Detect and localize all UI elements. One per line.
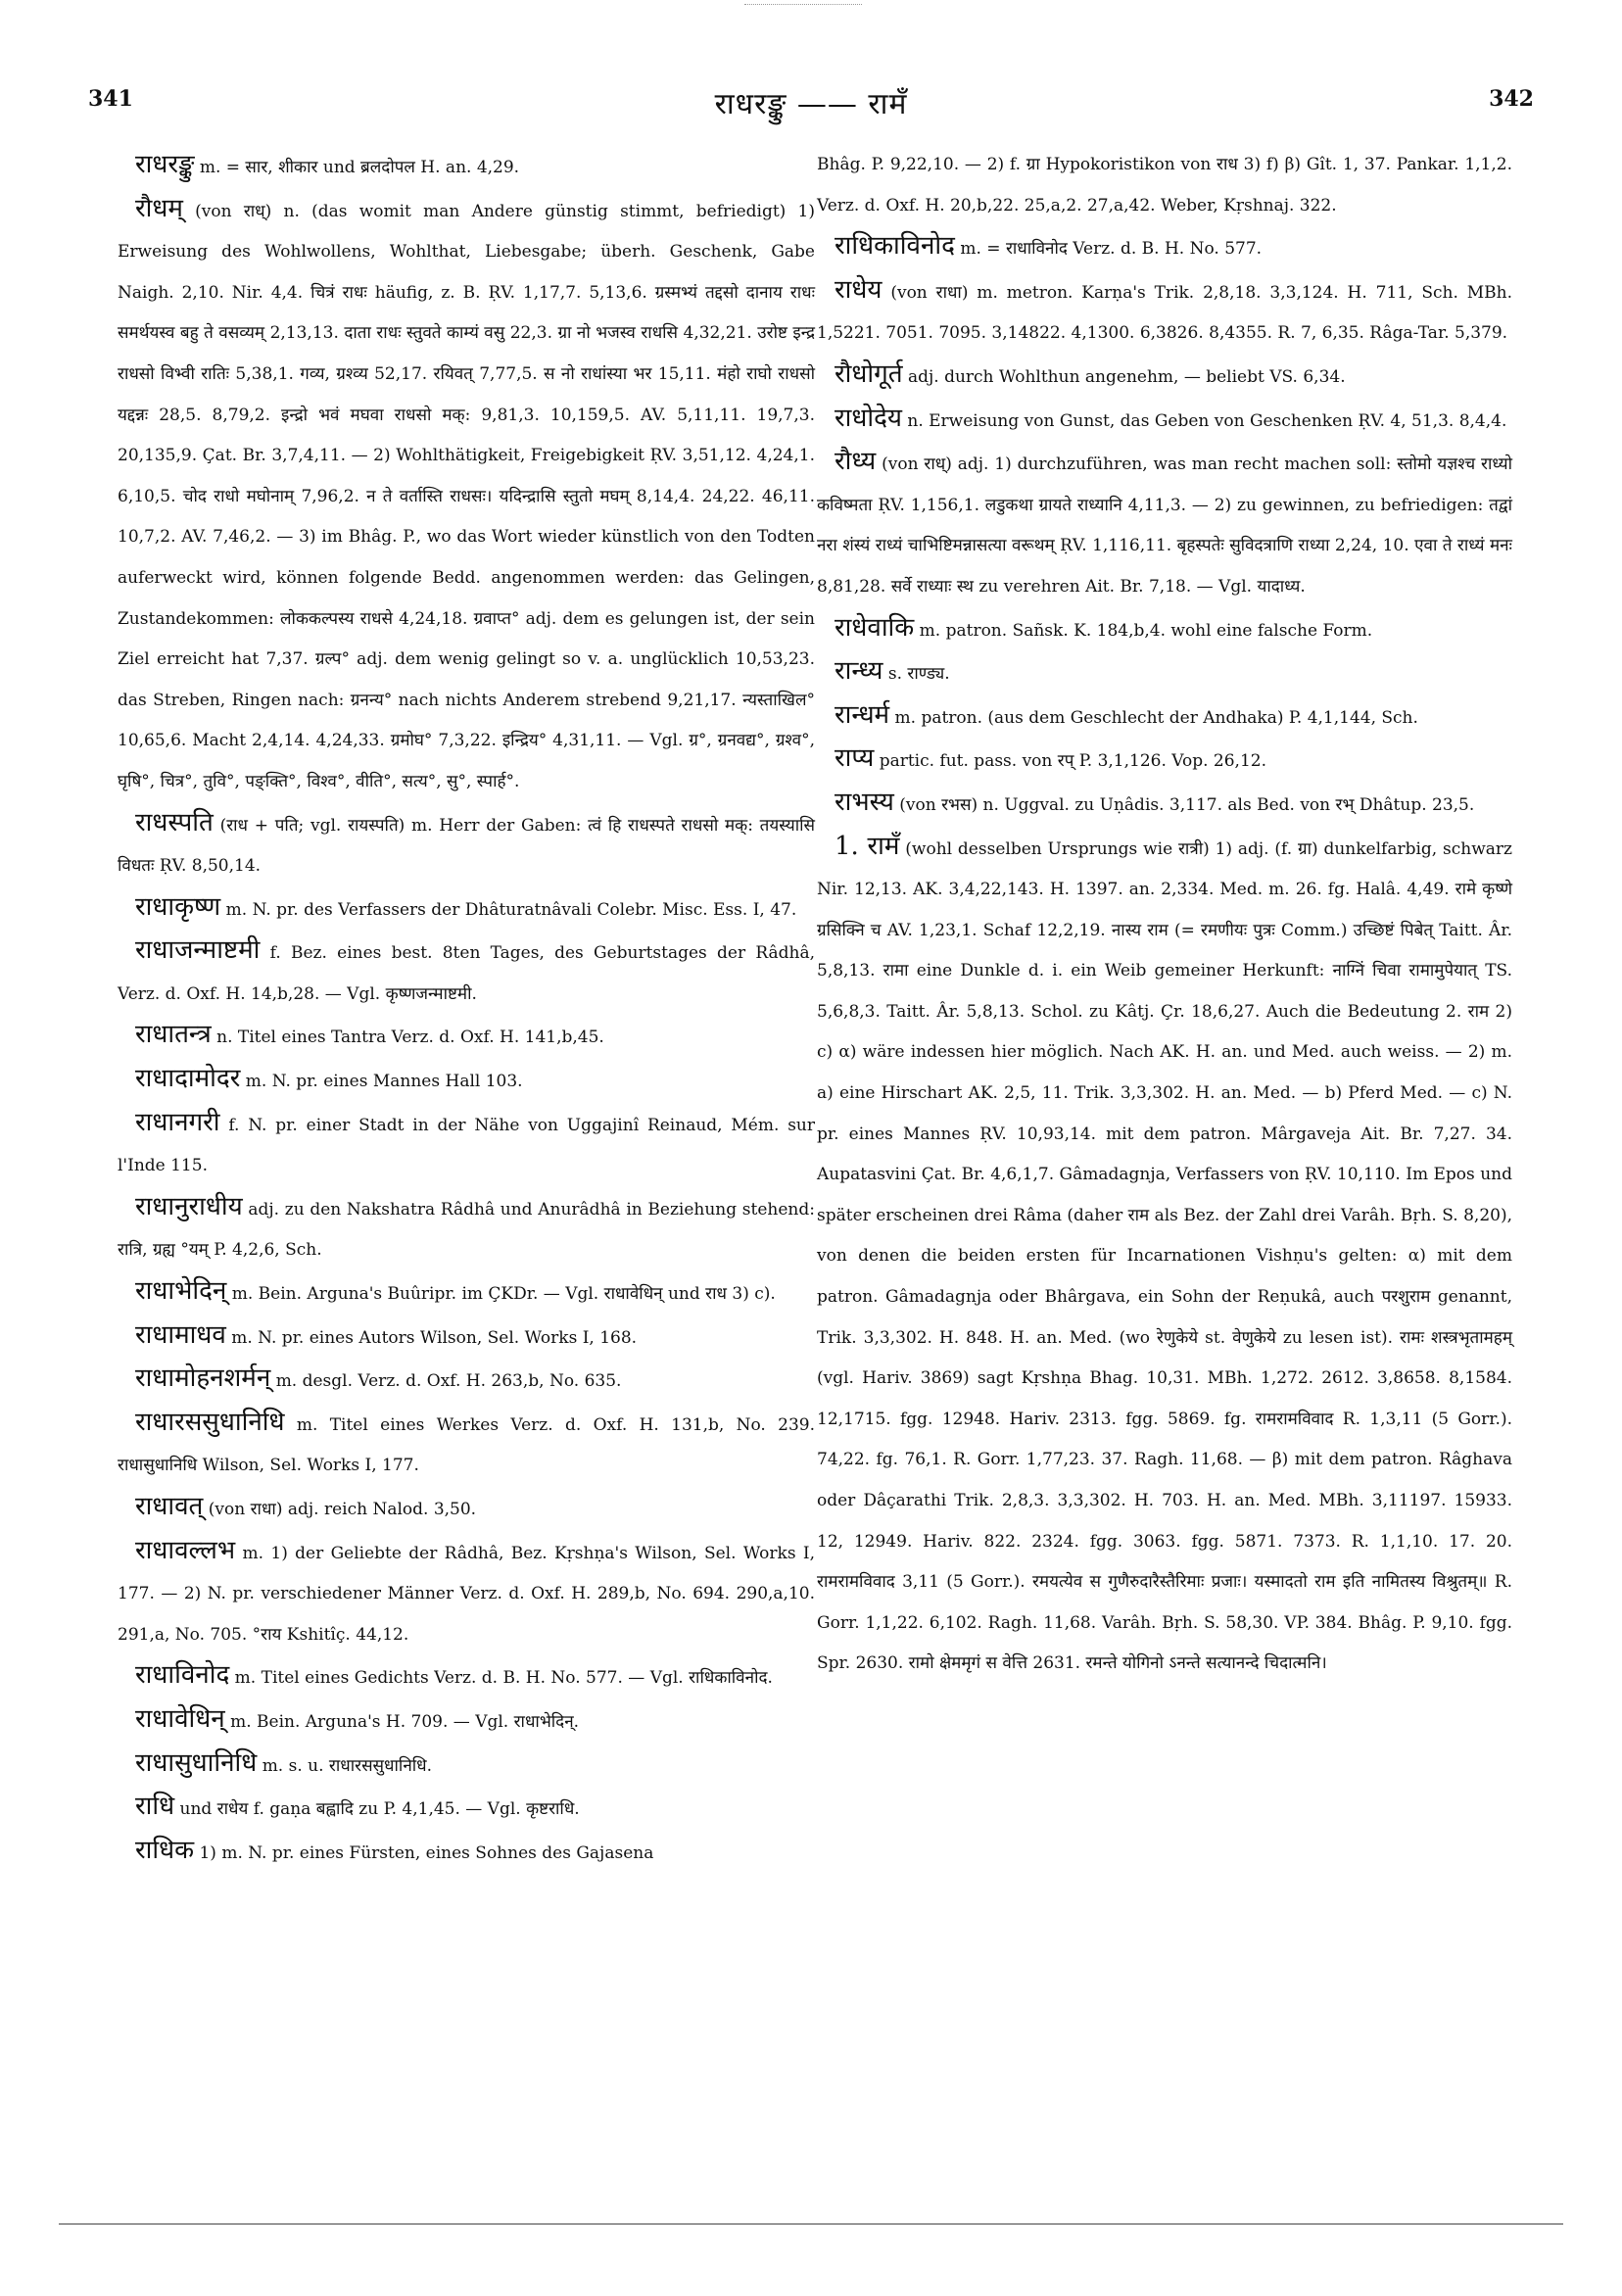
dictionary-entry	[118, 1015, 815, 1059]
dictionary-entry	[817, 783, 1512, 827]
page-header	[88, 86, 1534, 125]
scan-mark	[744, 4, 862, 11]
dictionary-entry	[118, 1487, 815, 1531]
entry-text: f. Bez. eines best. 8ten Tages, des Geburtstages der Râdhâ, Verz. d. Oxf. H. 14,b,28. — Vgl. कृष्णजन्माष्टमी.	[118, 943, 816, 1004]
dictionary-entry	[118, 887, 815, 932]
dictionary-entry	[118, 1187, 815, 1271]
entry-text: (von रभस) n. Uggval. zu Uṇâdis. 3,117. als Bed. von रभ् Dhâtup. 23,5.	[899, 794, 1475, 815]
dictionary-entry	[118, 1315, 815, 1360]
entry-text: m. Titel eines Werkes Verz. d. Oxf. H. 131,b, No. 239. राधासुधानिधि Wilson, Sel. Works I, 177.	[118, 1414, 816, 1476]
dictionary-entry	[118, 803, 815, 887]
entry-headword: राधारससुधानिधि	[135, 1407, 285, 1437]
entry-text: m. N. pr. des Verfassers der Dhâturatnâvali Colebr. Misc. Ess. I, 47.	[225, 899, 797, 920]
entry-headword: 1. रामँ	[835, 831, 900, 861]
left-column	[118, 145, 815, 1874]
dictionary-entry	[817, 651, 1512, 695]
entry-headword: राधरङ्कु	[135, 150, 195, 179]
entry-text: m. patron. (aus dem Geschlecht der Andhaka) P. 4,1,144, Sch.	[894, 707, 1418, 728]
dictionary-entry	[118, 1744, 815, 1788]
entry-text: (von राधा) m. metron. Karṇa's Trik. 2,8,18. 3,3,124. H. 711, Sch. MBh. 1,5221. 7051. 7095. 3,14822. 4,1300. 6,3826. 8,4355. R. 7, 6,35. Râga-Tar. 5,379.	[817, 282, 1512, 344]
entry-headword: राधानुराधीय	[135, 1191, 243, 1221]
dictionary-entry	[817, 695, 1512, 740]
entry-headword: राधाविनोद	[135, 1660, 230, 1691]
entry-text: (von राधा) adj. reich Nalod. 3,50.	[208, 1500, 477, 1519]
dictionary-entry	[118, 1655, 815, 1699]
entry-text: m. 1) der Geliebte der Râdhâ, Bez. Kṛshṇa's Wilson, Sel. Works I, 177. — 2) N. pr. verschiedener Männer Verz. d. Oxf. H. 289,b, No. 694. 290,a,10. 291,a, No. 705. °राय Kshitîç. 44,12.	[118, 1543, 815, 1645]
entry-text: m. Bein. Arguna's Buûripr. im ÇKDr. — Vgl. राधावेधिन् und राध 3) c).	[231, 1284, 776, 1305]
entry-headword: रौधम्	[135, 193, 183, 223]
entry-text: Bhâg. P. 9,22,10. — 2) f. ग्रा Hypokoristikon von राध 3) f) β) Gît. 1, 37. Pankar. 1,1,2. Verz. d. Oxf. H. 20,b,22. 25,a,2. 27,a,42. Weber, Kṛshnaj. 322.	[817, 155, 1512, 215]
entry-headword: राधिक	[135, 1835, 195, 1865]
entry-text: partic. fut. pass. von रप् P. 3,1,126. Vop. 26,12.	[879, 751, 1266, 772]
entry-headword: राधादामोदर	[135, 1064, 241, 1094]
entry-headword: राधस्पति	[135, 807, 214, 837]
dictionary-entry	[118, 1271, 815, 1315]
entry-headword: राधावेधिन्	[135, 1703, 225, 1734]
right-column	[817, 145, 1512, 1685]
entry-text: 1) m. N. pr. eines Fürsten, eines Sohnes des Gajasena	[199, 1842, 654, 1863]
entry-headword: राधावत्	[135, 1492, 204, 1521]
entry-headword: राधामाधव	[135, 1319, 226, 1350]
entry-text: f. N. pr. einer Stadt in der Nähe von Uggajinî Reinaud, Mém. sur l'Inde 115.	[118, 1115, 816, 1176]
dictionary-entry	[817, 399, 1512, 443]
entry-text: m. N. pr. eines Autors Wilson, Sel. Works I, 168.	[231, 1327, 638, 1348]
entry-headword: राधोदेय	[835, 403, 902, 433]
dictionary-entry	[817, 355, 1512, 399]
entry-text: m. = सार, शीकार und ब्रलदोपल H. an. 4,29.	[199, 158, 520, 177]
dictionary-entry	[817, 145, 1512, 226]
entry-text: m. s. u. राधारससुधानिधि.	[262, 1755, 433, 1776]
entry-headword: रौध्य	[835, 447, 877, 477]
dictionary-entry	[817, 270, 1512, 355]
entry-text: (wohl desselben Ursprungs wie रात्री) 1) adj. (f. ग्रा) dunkelfarbig, schwarz Nir. 12,13. AK. 3,4,22,143. H. 1397. an. 2,334. Med. m. 26. fg. Halâ. 4,49. रामे कृष्णे ग्रसिक्नि च AV. 1,23,1. Schaf 12,2,19. नास्य राम (= रमणीयः पुत्रः Comm.) उच्छिष्टं पिबेत् Taitt. Âr. 5,8,13. रामा eine Dunkle d. i. ein Weib gemeiner Herkunft: नाग्निं चिवा रामामुपेयात् TS. 5,6,8,3. Taitt. Âr. 5,8,13. Schol. zu Kâtj. Çr. 18,6,27. Auch die Bedeutung 2. राम 2) c) α) wäre indessen hier möglich. Nach AK. H. an. und Med. auch weiss. — 2) m. a) eine Hirschart AK. 2,5, 11. Trik. 3,3,302. H. an. Med. — b) Pferd Med. — c) N. pr. eines Mannes ṚV. 10,93,14. mit dem patron. Mârgaveja Ait. Br. 7,27. 34. Aupatasvini Çat. Br. 4,6,1,7. Gâmadagnja, Verfassers von ṚV. 10,110. Im Epos und später erscheinen drei Râma (daher राम als Bez. der Zahl drei Varâh. Bṛh. S. 8,20), von denen die beiden ersten für Incarnationen Vishṇu's gelten: α) mit dem patron. Gâmadagnja oder Bhârgava, ein Sohn der Reṇukâ, auch परशुराम genannt, Trik. 3,3,302. H. 848. H. an. Med. (wo रेणुकेये st. वेणुकेये zu lesen ist). रामः शस्त्रभृतामहम् (vgl. Hariv. 3869) sagt Kṛshṇa Bhag. 10,31. MBh. 1,272. 2612. 3,8658. 8,1584. 12,1715. fgg. 12948. Hariv. 2313. fgg. 5869. fg. रामरामविवाद R. 1,3,11 (5 Gorr.). 74,22. fg. 76,1. R. Gorr. 1,77,23. 37. Ragh. 11,68. — β) mit dem patron. Râghava oder Dâçarathi Trik. 2,8,3. 3,3,302. H. 703. H. an. Med. MBh. 3,11197. 15933. 12, 12949. Hariv. 822. 2324. fgg. 3063. fgg. 5871. 7373. R. 1,1,10. 17. 20. रामरामविवाद 3,11 (5 Gorr.). रमयत्येव स गुणैरुदारैस्तैरिमाः प्रजाः। यस्मादतो राम इति नामितस्य विश्रुतम्॥ R. Gorr. 1,1,22. 6,102. Ragh. 11,68. Varâh. Bṛh. S. 58,30. VP. 384. Bhâg. P. 9,10. fgg. Spr. 2630. रामो क्षेममृगं स वेत्ति 2631. रमन्ते योगिनो ऽनन्ते सत्यानन्दे चिदात्मनि।	[817, 838, 1512, 1674]
entry-text: m. Bein. Arguna's H. 709. — Vgl. राधाभेदिन्.	[230, 1711, 580, 1732]
entry-text: (von राध्) adj. 1) durchzuführen, was man recht machen soll: स्तोमो यज्ञश्च राध्यो कविष्मता ṚV. 1,156,1. लडुकथा ग्रायते राध्यानि 4,11,3. — 2) zu gewinnen, zu befriedigen: तद्वां नरा शंस्यं राध्यं चाभिष्टिमन्नासत्या वरूथम् ṚV. 1,116,11. बृहस्पतेः सुविदत्राणि राध्या 2,24, 10. एवा ते राध्यं मनः 8,81,28. सर्वे राध्याः स्थ zu verehren Ait. Br. 7,18. — Vgl. यादाध्य.	[817, 454, 1513, 597]
entry-headword: राधावल्लभ	[135, 1535, 236, 1565]
dictionary-entry	[118, 1059, 815, 1103]
entry-text: (राध + पति; vgl. रायस्पति) m. Herr der Gaben: त्वं हि राधस्पते राधसो मक्: तयस्यासि विधतः ṚV. 8,50,14.	[118, 815, 816, 877]
entry-headword: राधाजन्माष्टमी	[135, 935, 261, 966]
entry-text: m. = राधाविनोद Verz. d. B. H. No. 577.	[960, 239, 1263, 260]
entry-text: m. N. pr. eines Mannes Hall 103.	[245, 1072, 523, 1092]
entry-headword: राधातन्त्र	[135, 1020, 212, 1050]
dictionary-entry	[817, 442, 1512, 607]
dictionary-entry	[817, 608, 1512, 652]
dictionary-entry	[118, 1103, 815, 1187]
running-title: राधरङ्कु —— रामँ	[714, 87, 908, 121]
dictionary-entry	[118, 1359, 815, 1403]
entry-headword: राधिकाविनोद	[835, 231, 955, 262]
dictionary-entry	[118, 1531, 815, 1656]
entry-text: m. patron. Sañsk. K. 184,b,4. wohl eine falsche Form.	[919, 620, 1373, 641]
page-number-right: 342	[1489, 86, 1534, 112]
dictionary-entry	[817, 739, 1512, 783]
dictionary-entry	[118, 1831, 815, 1875]
entry-text: n. Titel eines Tantra Verz. d. Oxf. H. 141,b,45.	[216, 1028, 604, 1048]
entry-headword: रान्धर्म	[835, 699, 890, 730]
entry-headword: रौधोगूर्त	[835, 359, 903, 389]
entry-headword: राधेवाकि	[835, 612, 915, 643]
entry-text: s. राण्ड्य.	[887, 664, 950, 685]
entry-headword: राधाभेदिन्	[135, 1276, 227, 1307]
entry-text: adj. durch Wohlthun angenehm, — beliebt VS. 6,34.	[907, 366, 1346, 387]
dictionary-entry	[817, 827, 1512, 1685]
entry-text: und राधेय f. gaṇa बह्वादि zu P. 4,1,45. — Vgl. कृष्टराधि.	[179, 1799, 580, 1820]
entry-headword: राधि	[135, 1792, 175, 1822]
dictionary-entry	[118, 145, 815, 189]
entry-text: n. Erweisung von Gunst, das Geben von Geschenken ṚV. 4, 51,3. 8,4,4.	[907, 410, 1507, 431]
page-number-left: 341	[88, 86, 133, 112]
entry-headword: राधानगरी	[135, 1107, 220, 1137]
entry-text: m. Titel eines Gedichts Verz. d. B. H. No. 577. — Vgl. राधिकाविनोद.	[234, 1668, 773, 1689]
entry-headword: राप्य	[835, 743, 875, 774]
entry-headword: राधासुधानिधि	[135, 1747, 258, 1778]
entry-headword: राधामोहनशर्मन्	[135, 1363, 271, 1394]
dictionary-entry	[118, 1787, 815, 1831]
entry-headword: राभस्य	[835, 787, 894, 817]
entry-text: adj. zu den Nakshatra Râdhâ und Anurâdhâ in Beziehung stehend: रात्रि, ग्रह्य °यम् P. 4,2,6, Sch.	[118, 1199, 815, 1261]
dictionary-entry	[118, 1403, 815, 1487]
entry-text: (von राध्) n. (das womit man Andere günstig stimmt, befriedigt) 1) Erweisung des Wohlwollens, Wohlthat, Liebesgabe; überh. Geschenk, Gabe Naigh. 2,10. Nir. 4,4. चित्रं राधः häufig, z. B. ṚV. 1,17,7. 5,13,6. ग्रस्मभ्यं तद्दसो दानाय राधः समर्थयस्व बहु ते वसव्यम् 2,13,13. दाता राधः स्तुवते काम्यं वसु 22,3. ग्रा नो भजस्व राधसि 4,32,21. उरोष्ट इन्द्र राधसो विभ्वी रातिः 5,38,1. गव्य, ग्रश्व्य 52,17. रयिवत् 7,77,5. स नो राधांस्या भर 15,11. मंहो राघो राधसो यद्दन्नः 28,5. 8,79,2. इन्द्रो भवं मघवा राधसो मक्: 9,81,3. 10,159,5. AV. 5,11,11. 19,7,3. 20,135,9. Çat. Br. 3,7,4,11. — 2) Wohlthätigkeit, Freigebigkeit ṚV. 3,51,12. 4,24,1. 6,10,5. चोद राधो मघोनाम् 7,96,2. न ते वर्तास्ति राधसः। यदिन्द्रासि स्तुतो मघम् 8,14,4. 24,22. 46,11. 10,7,2. AV. 7,46,2. — 3) im Bhâg. P., wo das Wort wieder künstlich von den Todten auferweckt wird, können folgende Bedd. angenommen werden: das Gelingen, Zustandekommen: लोककल्पस्य राधसे 4,24,18. ग्रवाप्त° adj. dem es gelungen ist, der sein Ziel erreicht hat 7,37. ग्रल्प° adj. dem wenig gelingt so v. a. unglücklich 10,53,23. das Streben, Ringen nach: ग्रनन्य° nach nichts Anderem strebend 9,21,17. न्यस्ताखिल° 10,65,6. Macht 2,4,14. 4,24,33. ग्रमोघ° 7,3,22. इन्द्रिय° 4,31,11. — Vgl. ग्र°, ग्रनवद्य°, ग्रश्व°, घृषि°, चित्र°, तुवि°, पङ्क्ति°, विश्व°, वीति°, सत्य°, सु°, स्पार्ह°.	[118, 201, 815, 791]
entry-headword: राधेय	[835, 274, 883, 305]
dictionary-entry	[118, 931, 815, 1015]
dictionary-entry	[118, 189, 815, 803]
entry-headword: रान्ध्य	[835, 656, 883, 687]
dictionary-entry	[817, 226, 1512, 270]
entry-headword: राधाकृष्ण	[135, 891, 221, 922]
dictionary-entry	[118, 1699, 815, 1744]
entry-text: m. desgl. Verz. d. Oxf. H. 263,b, No. 635.	[275, 1371, 622, 1392]
